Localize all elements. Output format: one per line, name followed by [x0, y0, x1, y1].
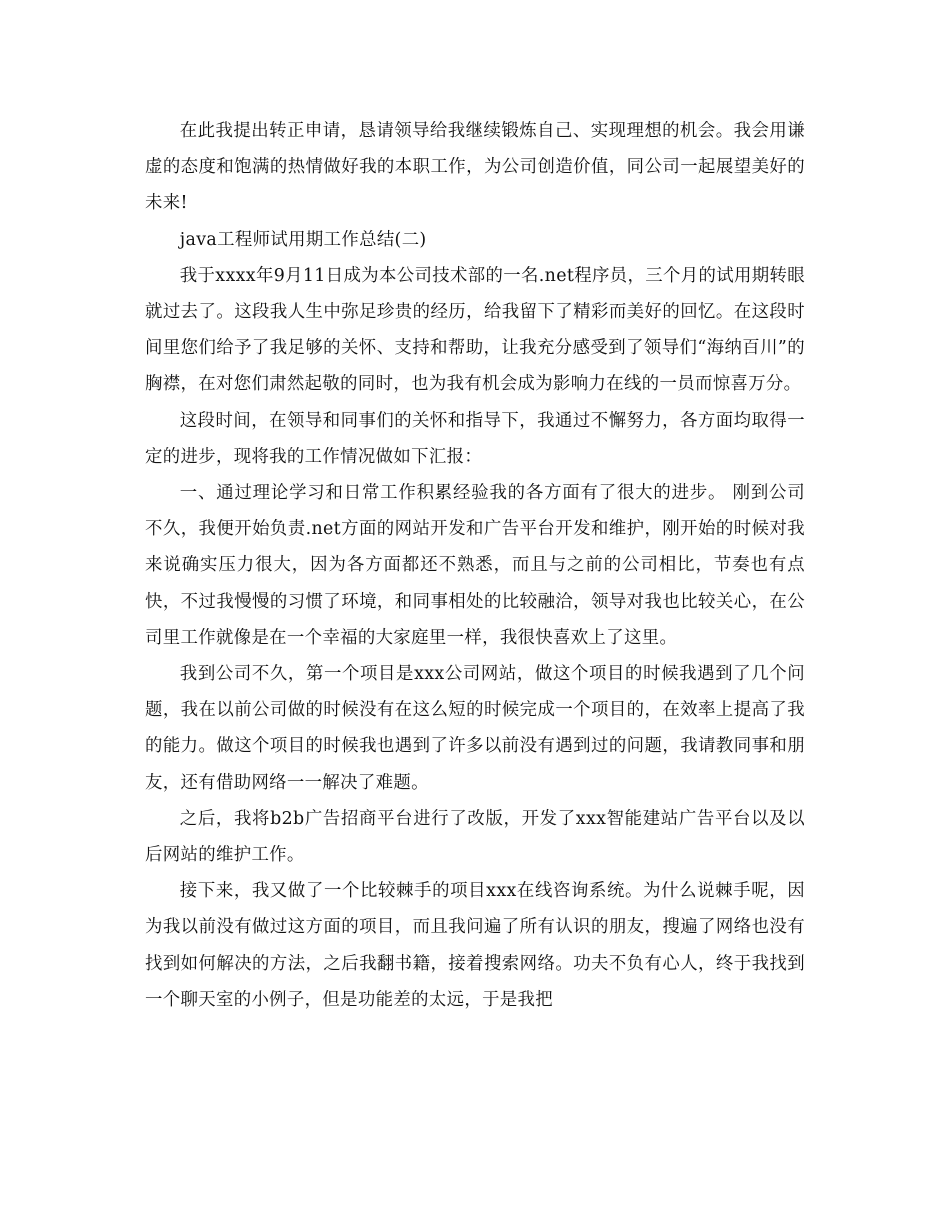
paragraph-conclusion: 在此我提出转正申请，恳请领导给我继续锻炼自己、实现理想的机会。我会用谦虚的态度和饱满的热情做好我的本职工作，为公司创造价值，同公司一起展望美好的未来! [145, 121, 805, 214]
paragraph-consulting-system: 接下来，我又做了一个比较棘手的项目xxx在线咨询系统。为什么说棘手呢，因为我以前没有做过这方面的项目，而且我问遍了所有认识的朋友，搜遍了网络也没有找到如何解决的方法，之后我翻书籍，接着搜索网络。功夫不负有心人，终于我找到一个聊天室的小例子，但是功能差的太远，于是我把 [145, 881, 805, 1010]
document-page [145, 113, 805, 1018]
paragraph-progress: 一、通过理论学习和日常工作积累经验我的各方面有了很大的进步。 刚到公司不久，我便开始负责.net方面的网站开发和广告平台开发和维护，刚开始的时候对我来说确实压力很大，因为各方面都还不熟悉，而且与之前的公司相比，节奏也有点快，不过我慢慢的习惯了环境，和同事相处的比较融洽，领导对我也比较关心，在公司里工作就像是在一个幸福的大家庭里一样，我很快喜欢上了这里。 [145, 483, 805, 648]
paragraph-intro: 我于xxxx年9月11日成为本公司技术部的一名.net程序员，三个月的试用期转眼就过去了。这段我人生中弥足珍贵的经历，给我留下了精彩而美好的回忆。在这段时间里您们给予了我足够的关怀、支持和帮助，让我充分感受到了领导们“海纳百川”的胸襟，在对您们肃然起敬的同时，也为我有机会成为影响力在线的一员而惊喜万分。 [145, 265, 805, 395]
paragraph-first-project: 我到公司不久，第一个项目是xxx公司网站，做这个项目的时候我遇到了几个问题，我在以前公司做的时候没有在这么短的时候完成一个项目的，在效率上提高了我的能力。做这个项目的时候我也遇到了许多以前没有遇到过的问题，我请教同事和朋友，还有借助网络一一解决了难题。 [145, 664, 805, 793]
paragraph-report-lead: 这段时间，在领导和同事们的关怀和指导下，我通过不懈努力，各方面均取得一定的进步，现将我的工作情况做如下汇报： [145, 410, 805, 467]
section-heading: java工程师试用期工作总结(二) [179, 229, 427, 250]
paragraph-b2b-platform: 之后，我将b2b广告招商平台进行了改版，开发了xxx智能建站广告平台以及以后网站的维护工作。 [145, 808, 805, 866]
